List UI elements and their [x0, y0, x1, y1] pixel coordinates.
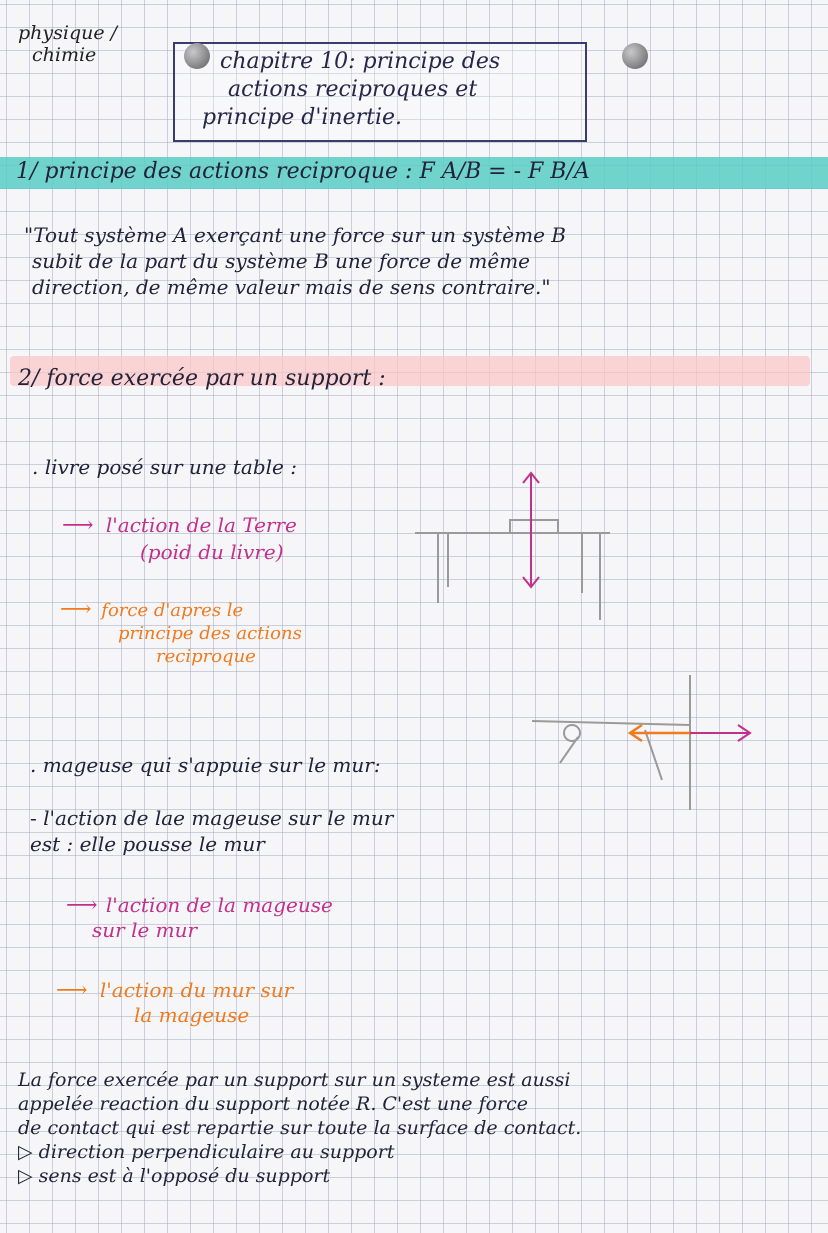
conclusion-line-4: ▷ direction perpendiculaire au support	[18, 1141, 395, 1163]
quote-line-2: subit de la part du système B une force de même	[32, 249, 530, 273]
reciprocal-actions-quote	[24, 222, 814, 300]
chapter-title-line-2: actions reciproques et	[228, 77, 478, 102]
pink-arrow-icon: ⟶	[66, 893, 98, 918]
pink-note-2-line-2: sur le mur	[92, 918, 198, 942]
conclusion-line-2: appelée reaction du support notée R. C'est une force	[18, 1093, 529, 1115]
support-reaction-conclusion	[18, 1068, 818, 1188]
quote-line-1: "Tout système A exerçant une force sur un système B	[24, 223, 566, 247]
orange-note-2-line-1: l'action du mur sur	[99, 978, 294, 1002]
chapter-title	[202, 48, 580, 132]
pink-arrow-icon: ⟶	[62, 513, 94, 538]
conclusion-line-5: ▷ sens est à l'opposé du support	[18, 1165, 331, 1187]
subject-label	[18, 22, 117, 66]
example1-orange-note	[60, 598, 302, 668]
example2-description	[30, 805, 393, 857]
pink-note-2-line-1: l'action de la mageuse	[105, 893, 333, 917]
example2-line-2: est : elle pousse le mur	[30, 832, 265, 856]
pink-note-1-line-1: l'action de la Terre	[105, 513, 297, 537]
orange-note-1-line-1: force d'apres le	[101, 600, 244, 621]
section2-title: 2/ force exercée par un support :	[18, 366, 386, 391]
punch-hole-left	[184, 43, 210, 69]
punch-hole-right	[622, 43, 648, 69]
example2-line-1: - l'action de lae mageuse sur le mur	[30, 806, 394, 830]
subject-line-1: physique /	[18, 22, 118, 44]
conclusion-line-1: La force exercée par un support sur un systeme est aussi	[18, 1069, 571, 1091]
example2-pink-note	[66, 893, 333, 943]
orange-arrow-icon: ⟶	[56, 978, 88, 1003]
orange-note-1-line-2: principe des actions	[118, 623, 302, 644]
example1-pink-note	[62, 512, 297, 565]
orange-note-2-line-2: la mageuse	[134, 1003, 250, 1027]
orange-note-1-line-3: reciproque	[156, 646, 256, 667]
example1-bullet: . livre posé sur une table :	[32, 455, 297, 479]
section1-title: 1/ principe des actions reciproque : F A/B = - F B/A	[16, 159, 590, 184]
example2-bullet: . mageuse qui s'appuie sur le mur:	[30, 753, 381, 777]
example2-orange-note	[56, 978, 293, 1028]
conclusion-line-3: de contact qui est repartie sur toute la surface de contact.	[18, 1117, 582, 1139]
pink-note-1-line-2: (poid du livre)	[140, 540, 284, 564]
chapter-title-line-1: chapitre 10: principe des	[220, 49, 501, 74]
book-on-table-drawing	[410, 465, 620, 625]
subject-line-2: chimie	[32, 44, 97, 66]
chapter-title-line-3: principe d'inertie.	[202, 105, 403, 130]
quote-line-3: direction, de même valeur mais de sens contraire."	[32, 275, 551, 299]
orange-arrow-icon: ⟶	[60, 597, 92, 622]
person-pushing-wall-drawing	[530, 675, 770, 815]
